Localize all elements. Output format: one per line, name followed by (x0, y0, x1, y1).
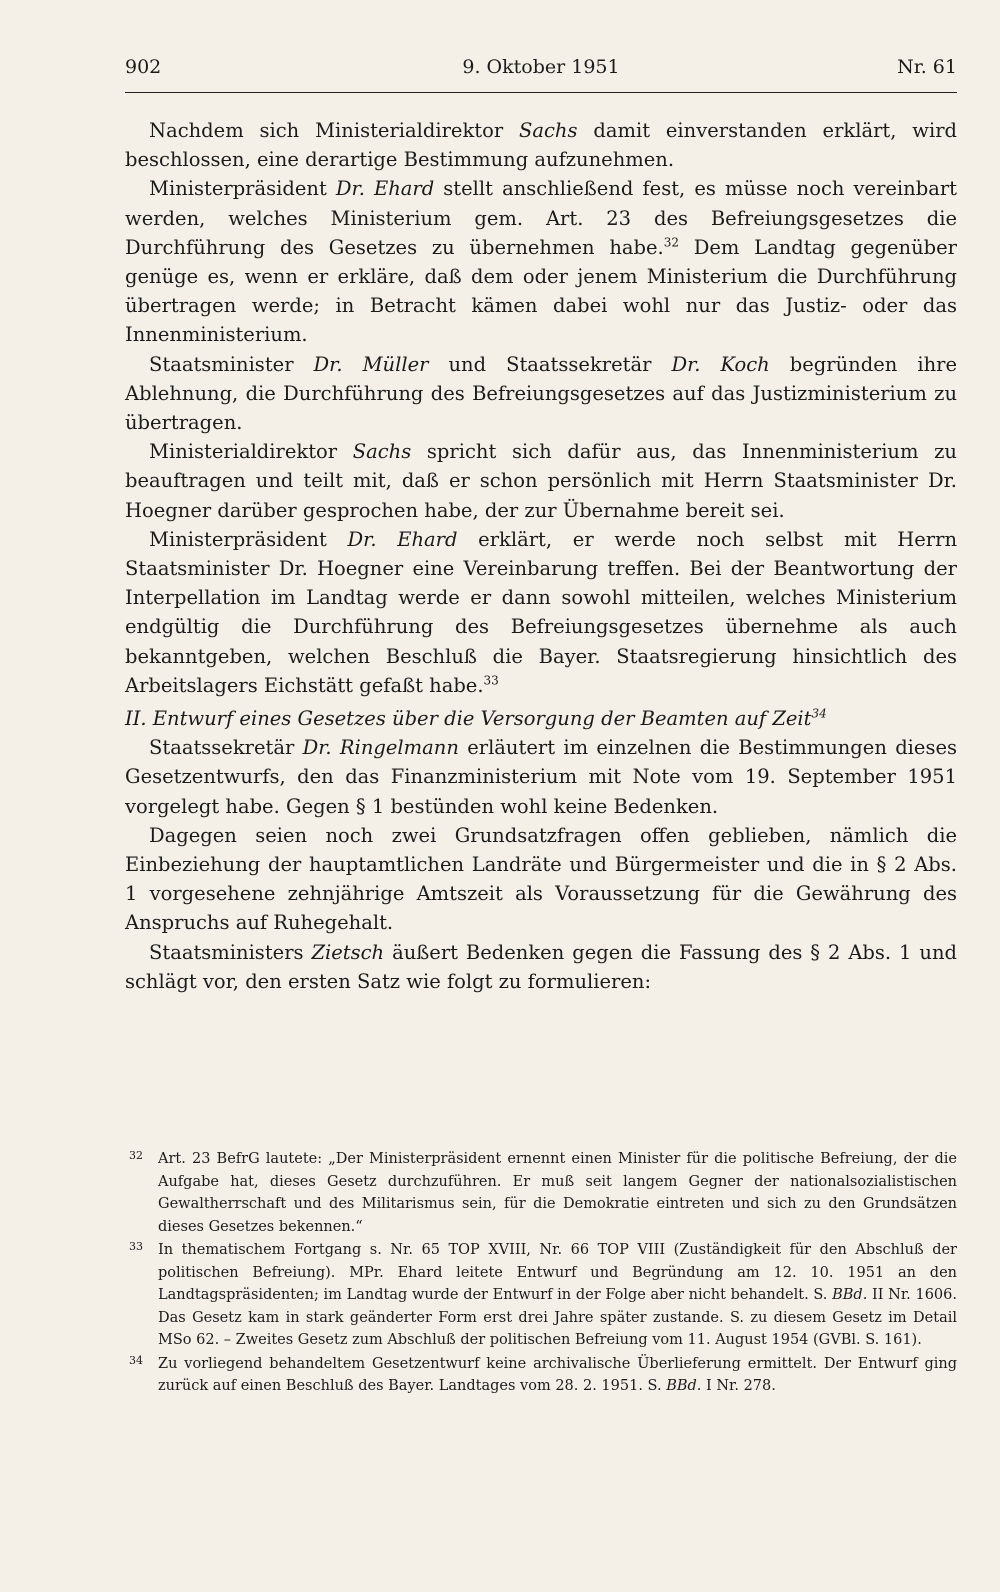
footnote-32: 32 Art. 23 BefrG lautete: „Der Ministerpräsident ernennt einen Minister für die politische Befreiung, der die Aufgabe hat, dieses Gesetz durchzuführen. Er muß seit langem Gegner der nationalsozialistischen Gewaltherrschaft und des Militarismus sein, für die Demokratie eintreten und sich zu den Grundsätzen dieses Gesetzes bekennen.“ (129, 1149, 957, 1235)
footnote-33: 33 In thematischem Fortgang s. Nr. 65 TOP XVIII, Nr. 66 TOP VIII (Zuständigkeit für den Abschluß der politischen Befreiung). MPr. Ehard leitete Entwurf und Begründung am 12. 10. 1951 an den Landtagspräsidenten; im Landtag wurde der Entwurf in der Folge aber nicht behandelt. S. BBd. II Nr. 1606. Das Gesetz kam in stark geänderter Form erst drei Jahre später zustande. S. zu diesem Gesetz im Detail MSo 62. – Zweites Gesetz zum Abschluß der politischen Befreiung vom 11. August 1954 (GVBl. S. 161). (129, 1240, 957, 1348)
person-name: Dr. Müller (313, 352, 429, 376)
footnote-ref-33: 33 (483, 673, 499, 688)
person-name: Dr. Koch (671, 352, 770, 376)
paragraph-1: Nachdem sich Ministerialdirektor Sachs damit einverstanden erklärt, wird beschlossen, eine derartige Bestimmung aufzunehmen. (125, 119, 957, 172)
person-name: Zietsch (311, 940, 385, 964)
person-name: Sachs (519, 119, 578, 142)
page-number: 902 (125, 56, 162, 78)
footnote-ref-32: 32 (663, 235, 680, 250)
paragraph-6: Staatssekretär Dr. Ringelmann erläutert im einzelnen die Bestimmungen dieses Gesetzentwurfs, den das Finanzministerium mit Note vom 19. September 1951 vorgelegt habe. Gegen § 1 bestünden wohl keine Bedenken. (125, 736, 958, 818)
person-name: Dr. Ehard (347, 527, 458, 551)
paragraph-7: Dagegen seien noch zwei Grundsatzfragen offen geblieben, nämlich die Einbeziehung der hauptamtlichen Landräte und Bürgermeister und die in § 2 Abs. 1 vorgesehene zehnjährige Amtszeit als Voraussetzung für die Gewährung des Anspruchs auf Ruhegehalt. (125, 823, 957, 935)
paragraph-2: Ministerpräsident Dr. Ehard stellt anschließend fest, es müsse noch vereinbart werden, welches Ministerium gem. Art. 23 des Befreiungsgesetzes die Durchführung des Gesetzes zu übernehmen habe.$^{32}$ Dem Landtag gegenüber genüge es, wenn er erkläre, daß dem oder jenem Ministerium die Durchführung übertragen werde; in Betracht kämen dabei wohl nur das Justiz- oder das Innenministerium. (125, 177, 957, 347)
running-header (125, 56, 957, 93)
paragraph-8: Staatsministers Zietsch äußert Bedenken gegen die Fassung des § 2 Abs. 1 und schlägt vor, den ersten Satz wie folgt zu formulieren: (125, 940, 957, 993)
footnote-34: 34 Zu vorliegend behandeltem Gesetzentwurf keine archivalische Überlieferung ermittelt. Der Entwurf ging zurück auf einen Beschluß des Bayer. Landtages vom 28. 2. 1951. S. BBd. I Nr. 278. (129, 1353, 957, 1394)
body-text (125, 116, 957, 996)
paragraph-4: Ministerialdirektor Sachs spricht sich dafür aus, das Innenministerium zu beauftragen und teilt mit, daß er schon persönlich mit Herrn Staatsminister Dr. Hoegner darüber gesprochen habe, der zur Übernahme bereit sei. (125, 440, 957, 522)
footnotes (125, 1148, 957, 1399)
person-name: Sachs (352, 440, 412, 464)
person-name: Dr. Ehard (335, 177, 435, 201)
header-date: 9. Oktober 1951 (462, 56, 620, 78)
paragraph-5: Ministerpräsident Dr. Ehard erklärt, er werde noch selbst mit Herrn Staatsminister Dr. Hoegner eine Vereinbarung treffen. Bei der Beantwortung der Interpellation im Landtag werde er dann sowohl mitteilen, welches Ministerium endgültig die Durchführung des Befreiungsgesetzes übernehme als auch bekanntgeben, welchen Beschluß die Bayer. Staatsregierung hinsichtlich des Arbeitslagers Eichstätt gefaßt habe.$^{33}$ (125, 527, 957, 697)
paragraph-3: Staatsminister Dr. Müller und Staatssekretär Dr. Koch begründen ihre Ablehnung, die Durchführung des Befreiungsgesetzes auf das Justizministerium zu übertragen. (125, 352, 957, 435)
section-heading: II. Entwurf eines Gesetzes über die Versorgung der Beamten auf Zeit$^{34}$ (125, 706, 827, 731)
person-name: Dr. Ringelmann (302, 736, 459, 760)
footnote-ref-34: 34 (811, 706, 827, 721)
header-issue-number: Nr. 61 (897, 56, 957, 78)
